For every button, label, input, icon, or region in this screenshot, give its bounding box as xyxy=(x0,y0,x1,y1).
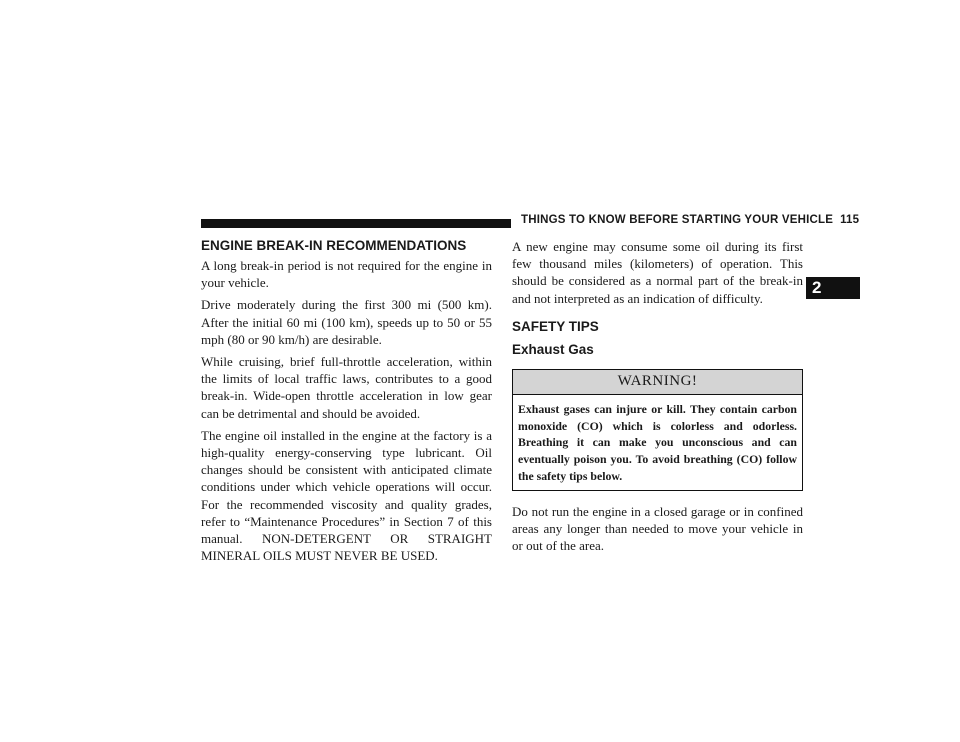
header-rule xyxy=(201,219,511,228)
running-header xyxy=(521,214,859,226)
paragraph: A long break-in period is not required for the engine in your vehicle. xyxy=(201,258,492,291)
header-title: THINGS TO KNOW BEFORE STARTING YOUR VEHICLE xyxy=(521,214,834,226)
oil-consumption-paragraph: A new engine may consume some oil during its first few thousand miles (kilometers) of operation. This should be considered as a normal part of the break-in and not interpreted as an indication of difficulty. xyxy=(512,239,803,306)
paragraph: Drive moderately during the first 300 mi (500 km). After the initial 60 mi (100 km), speeds up to 50 or 55 mph (80 or 90 km/h) are desirable. xyxy=(201,297,492,347)
warning-body: Exhaust gases can injure or kill. They contain carbon monoxide (CO) which is colorless and odorless. Breathing it can make you unconscious and can eventually poison you. To avoid breathing (CO) follow the safety tips below. xyxy=(518,401,797,483)
left-column xyxy=(201,238,492,569)
closing-paragraph: Do not run the engine in a closed garage or in confined areas any longer than needed to move your vehicle in or out of the area. xyxy=(512,503,803,554)
engine-break-in-heading: ENGINE BREAK-IN RECOMMENDATIONS xyxy=(201,238,467,253)
right-column xyxy=(512,238,803,559)
safety-tips-heading: SAFETY TIPS xyxy=(512,318,599,334)
section-tab: 2 xyxy=(806,277,860,299)
warning-title: WARNING! xyxy=(513,370,802,395)
page-number: 115 xyxy=(840,214,860,226)
warning-box xyxy=(512,369,803,491)
paragraph: The engine oil installed in the engine at the factory is a high-quality energy-conserving type lubricant. Oil changes should be consistent with anticipated climate conditions under which vehicle operations will occur. For the recommended viscosity and quality grades, refer to “Maintenance Procedures” in Section 7 of this manual. NON-DETERGENT OR STRAIGHT MINERAL OILS MUST NEVER BE USED. xyxy=(201,427,492,564)
exhaust-gas-subheading: Exhaust Gas xyxy=(512,341,594,357)
paragraph: While cruising, brief full-throttle acceleration, within the limits of local traffic laws, contributes to a good break-in. Wide-open throttle acceleration in low gear can be detrimental and should be avoided. xyxy=(201,354,492,421)
